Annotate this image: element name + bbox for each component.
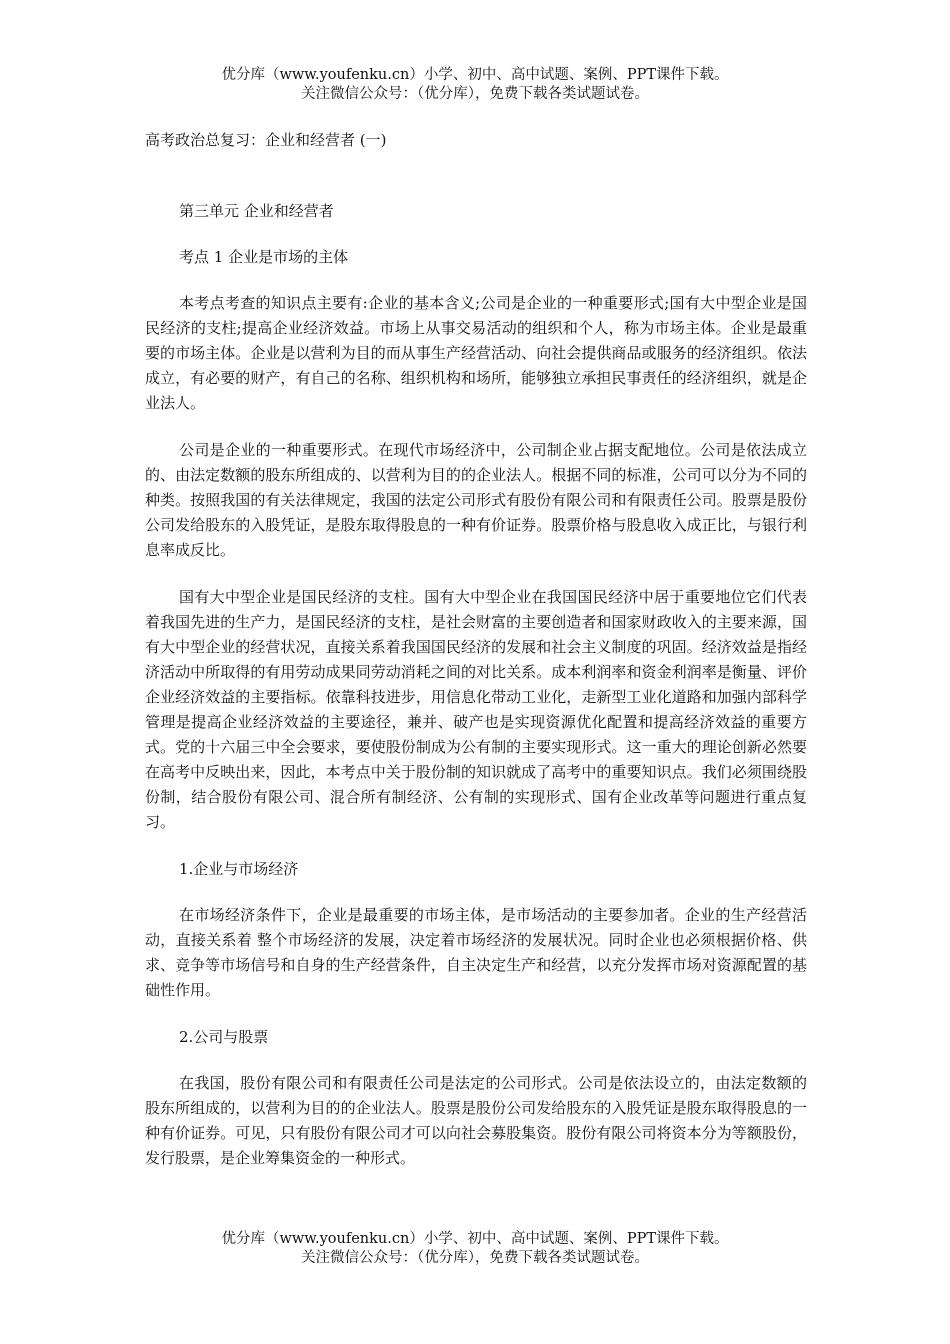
- section-2-text: 在我国，股份有限公司和有限责任公司是法定的公司形式。公司是依法设立的，由法定数额的股东所组成的，以营利为目的的企业法人。股票是股份公司发给股东的入股凭证是股东取得股息的一种有价证券。可见，只有股份有限公司才可以向社会募股集资。股份有限公司将资本分为等额股份，发行股票，是企业筹集资金的一种形式。: [145, 1074, 807, 1167]
- page-footer: [0, 1230, 950, 1268]
- footer-line-2: 关注微信公众号：（优分库），免费下载各类试题试卷。: [301, 1250, 649, 1266]
- section-2-heading: 2.公司与股票: [179, 1028, 269, 1046]
- paragraph-intro: 本考点考查的知识点主要有:企业的基本含义;公司是企业的一种重要形式;国有大中型企业是国民经济的支柱;提高企业经济效益。市场上从事交易活动的组织和个人，称为市场主体。企业是最重要的市场主体。企业是以营利为目的而从事生产经营活动、向社会提供商品或服务的经济组织。依法成立，有必要的财产，有自己的名称、组织机构和场所，能够独立承担民事责任的经济组织，就是企业法人。: [145, 294, 807, 412]
- page-header: [0, 66, 950, 104]
- header-line-1: 优分库（www.youfenku.cn）小学、初中、高中试题、案例、PPT课件下载。: [221, 67, 729, 83]
- paragraph-company: 公司是企业的一种重要形式。在现代市场经济中，公司制企业占据支配地位。公司是依法成立的、由法定数额的股东所组成的、以营利为目的的企业法人。根据不同的标准，公司可以分为不同的种类。按照我国的有关法律规定，我国的法定公司形式有股份有限公司和有限责任公司。股票是股份公司发给股东的入股凭证，是股东取得股息的一种有价证券。股票价格与股息收入成正比，与银行利息率成反比。: [145, 441, 807, 559]
- point-heading: 考点 1 企业是市场的主体: [179, 248, 349, 266]
- unit-heading: 第三单元 企业和经营者: [179, 202, 334, 220]
- paragraph-state-enterprise: 国有大中型企业是国民经济的支柱。国有大中型企业在我国国民经济中居于重要地位它们代表着我国先进的生产力，是国民经济的支柱，是社会财富的主要创造者和国家财政收入的主要来源，国有大中型企业的经营状况，直接关系着我国国民经济的发展和社会主义制度的巩固。经济效益是指经济活动中所取得的有用劳动成果同劳动消耗之间的对比关系。成本利润率和资金利润率是衡量、评价企业经济效益的主要指标。依靠科技进步，用信息化带动工业化，走新型工业化道路和加强内部科学管理是提高企业经济效益的主要途径，兼并、破产也是实现资源优化配置和提高经济效益的重要方式。党的十六届三中全会要求，要使股份制成为公有制的主要实现形式。这一重大的理论创新必然要在高考中反映出来，因此，本考点中关于股份制的知识就成了高考中的重要知识点。我们必须围绕股份制，结合股份有限公司、混合所有制经济、公有制的实现形式、国有企业改革等问题进行重点复习。: [145, 588, 807, 831]
- footer-line-1: 优分库（www.youfenku.cn）小学、初中、高中试题、案例、PPT课件下载。: [221, 1231, 729, 1247]
- section-1-heading: 1.企业与市场经济: [179, 860, 299, 878]
- document-body: [145, 128, 807, 1193]
- document-title: 高考政治总复习：企业和经营者 (一): [145, 131, 387, 149]
- header-line-2: 关注微信公众号：（优分库），免费下载各类试题试卷。: [301, 86, 649, 102]
- section-1-text: 在市场经济条件下，企业是最重要的市场主体，是市场活动的主要参加者。企业的生产经营活动，直接关系着 整个市场经济的发展，决定着市场经济的发展状况。同时企业也必须根据价格、供求、竞争等市场信号和自身的生产经营条件，自主决定生产和经营，以充分发挥市场对资源配置的基础性作用。: [145, 906, 807, 999]
